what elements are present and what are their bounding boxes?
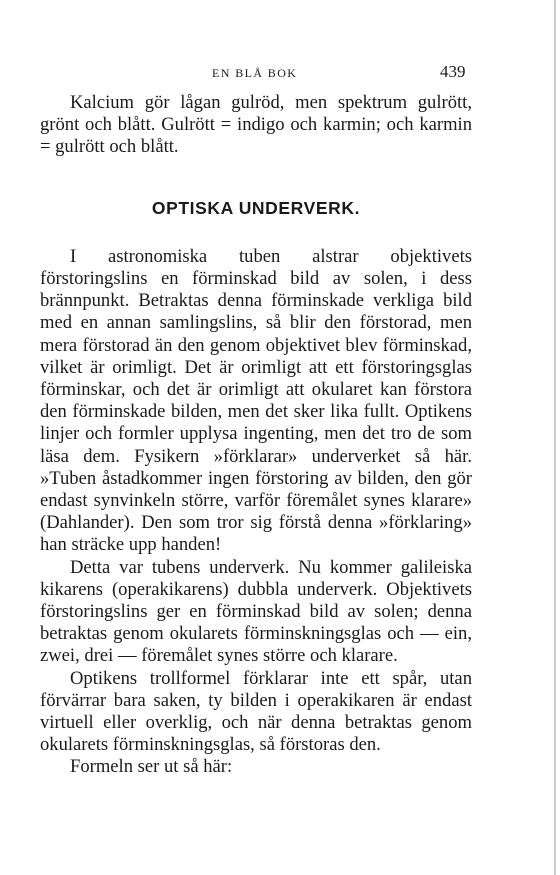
section-title: OPTISKA UNDERVERK. xyxy=(151,197,361,218)
paragraph-1: I astronomiska tuben alstrar objektivets förstoringslins en förminskad bild av solen, i dess brännpunkt. Betraktas denna förminskade verkliga bild med en annan samlingslins, så blir den förstorad, men mera förstorad än den genom objektivet blev förminskad, vilket är orimligt. Det är orimligt att ett förstoringsglas förminskar, och det är orimligt att okularet kan förstora den förminskade bilden, men det sker lika fullt. Optikens linjer och formler upplysa ingenting, men det tro de som läsa dem. Fysikern »förklarar» underverket så här. »Tuben åstadkommer ingen förstoring av bilden, den gör endast synvinkeln större, varför föremålet synes klarare» (Dahlander). Den som tror sig förstå denna »förklaring» han sträcke upp handen! xyxy=(40,245,472,556)
page-number: 439 xyxy=(440,62,466,81)
page-header xyxy=(0,62,560,84)
paragraph-3: Optikens trollformel förklarar inte ett spår, utan förvärrar bara saken, ty bilden i operakikaren är endast virtuell eller overklig, och när denna betraktas genom okularets förminskningsglas, så förstoras den. xyxy=(40,667,472,756)
running-head: EN BLÅ BOK xyxy=(212,66,298,80)
intro-paragraph: Kalcium gör lågan gulröd, men spektrum gulrött, grönt och blått. Gulrött = indigo och karmin; och karmin = gulrött och blått. xyxy=(40,92,472,158)
page-body xyxy=(40,92,472,779)
paragraph-4: Formeln ser ut så här: xyxy=(70,756,233,778)
page-edge xyxy=(554,0,556,875)
paragraph-2: Detta var tubens underverk. Nu kommer galileiska kikarens (operakikarens) dubbla underverk. Objektivets förstoringslins ger en förminskad bild av solen; denna betraktas genom okularets förminskningsglas och — ein, zwei, drei — föremålet synes större och klarare. xyxy=(40,556,472,667)
